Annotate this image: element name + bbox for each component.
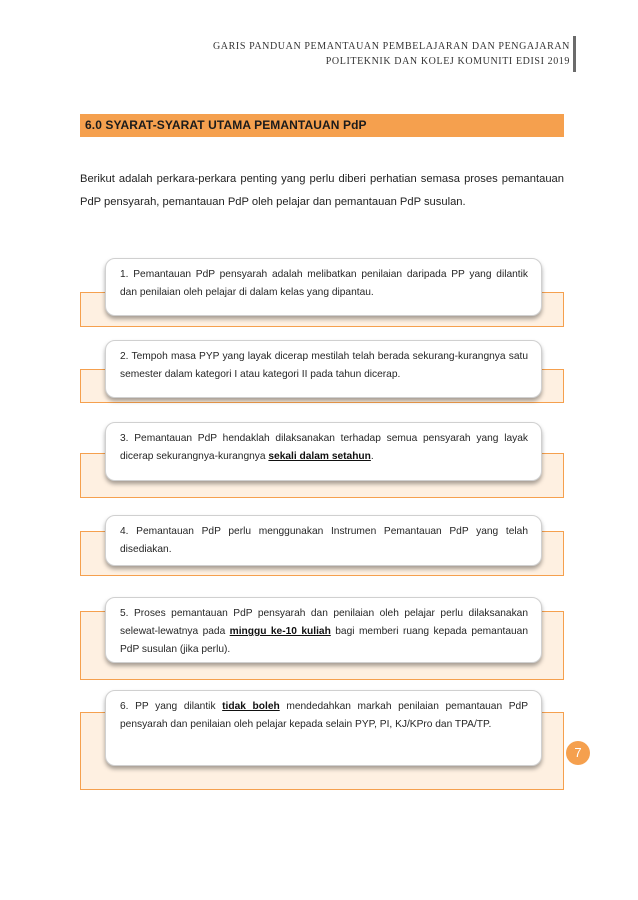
intro-paragraph: Berikut adalah perkara-perkara penting yang perlu diberi perhatian semasa proses pemantauan PdP pensyarah, pemantauan PdP oleh pelajar dan pemantauan PdP susulan. — [80, 173, 564, 208]
requirement-highlight: tidak boleh — [222, 701, 280, 712]
requirement-card-5 — [105, 597, 542, 663]
requirement-text: 1. Pemantauan PdP pensyarah adalah melibatkan penilaian daripada PP yang dilantik dan penilaian oleh pelajar di dalam kelas yang dipantau. — [120, 269, 528, 298]
requirement-card-6 — [105, 690, 542, 766]
requirement-text-after: bagi memberi ruang kepada pemantauan PdP susulan (jika perlu). — [120, 626, 528, 655]
requirement-text-before: 6. PP yang dilantik — [120, 701, 223, 712]
requirement-text-after: . — [370, 451, 374, 462]
requirement-highlight: sekali dalam setahun — [268, 451, 371, 462]
requirement-card-4 — [105, 515, 542, 566]
header-divider — [573, 36, 576, 72]
header-line-2: POLITEKNIK DAN KOLEJ KOMUNITI EDISI 2019 — [325, 56, 570, 67]
requirement-text-before: 5. Proses pemantauan PdP pensyarah dan penilaian oleh pelajar perlu dilaksanakan selewat-lewatnya pada — [120, 608, 528, 637]
requirement-text-before: 3. Pemantauan PdP hendaklah dilaksanakan terhadap semua pensyarah yang layak dicerap sekurangnya-kurangnya — [120, 433, 528, 462]
section-title: 6.0 SYARAT-SYARAT UTAMA PEMANTAUAN PdP — [85, 118, 367, 132]
requirement-text: 2. Tempoh masa PYP yang layak dicerap mestilah telah berada sekurang-kurangnya satu semester dalam kategori I atau kategori II pada tahun dicerap. — [120, 351, 528, 380]
requirement-card-3 — [105, 422, 542, 481]
page-number: 7 — [566, 741, 590, 765]
requirement-text: 4. Pemantauan PdP perlu menggunakan Instrumen Pemantauan PdP yang telah disediakan. — [120, 526, 528, 555]
header-line-1: GARIS PANDUAN PEMANTAUAN PEMBELAJARAN DAN PENGAJARAN — [212, 41, 570, 52]
header-text — [213, 39, 570, 69]
requirement-card-2 — [105, 340, 542, 398]
requirement-highlight: minggu ke-10 kuliah — [229, 626, 331, 637]
requirement-text-after: mendedahkan markah penilaian pemantauan PdP pensyarah dan penilaian oleh pelajar kepada selain PYP, PI, KJ/KPro dan TPA/TP. — [120, 701, 528, 730]
requirement-card-1 — [105, 258, 542, 316]
